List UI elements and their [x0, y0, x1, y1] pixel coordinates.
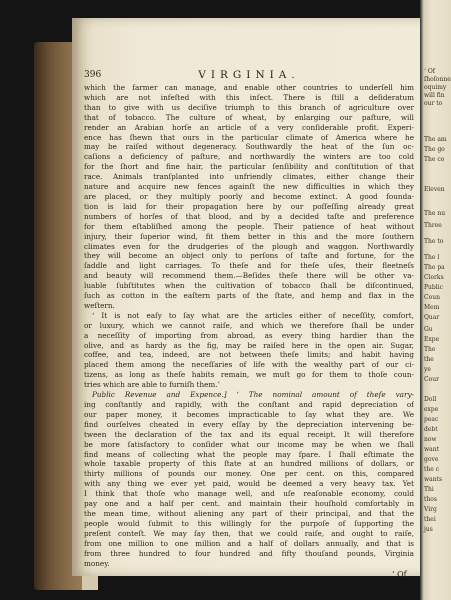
text-line: ing conſtantly and rapidly, with the conſtant and rapid depreciation of: [84, 400, 414, 409]
text-line: olive, and as hardy as the fig, may be raiſed here in the open air. Sugar,: [84, 340, 414, 350]
facing-page-fragment: oquimy: [424, 84, 447, 91]
text-line: tion is laid for their propagation here by our poſſeſſing already great: [84, 201, 414, 211]
facing-page-fragment: The co: [424, 156, 445, 163]
facing-page-fragment: peac: [424, 416, 439, 423]
facing-page-fragment: Mem: [424, 304, 440, 311]
facing-page-fragment: The: [424, 346, 436, 353]
text-line: injury, their ſuperior wind, fit them better in this and the more ſouthern: [84, 231, 414, 241]
text-line: may be raiſed without degeneracy. Southwardly the heat of the ſun oc-: [84, 142, 414, 152]
facing-page-fragment: the: [424, 356, 434, 363]
text-line: be more ſatisfactory to conſider what our income may be when we ſhall: [84, 439, 414, 449]
facing-page-fragment: Eleven: [424, 186, 445, 193]
text-line: coffee, and tea, indeed, are not between theſe limits; and habit having: [84, 350, 414, 360]
text-line: which the farmer can manage, and enable other countries to underſell him: [84, 83, 414, 92]
text-line: thirty millions of pounds our money. One per cent. on this, compared: [84, 469, 414, 479]
facing-page-fragment: Quar: [424, 314, 440, 321]
facing-page-fragment: The pa: [424, 264, 445, 271]
text-line: that of tobacco. The culture of wheat, by enlarging our paſture, will: [84, 112, 414, 122]
facing-page-fragment: wants: [424, 476, 443, 483]
facing-page-fragment: Clerks: [424, 274, 444, 281]
facing-page-fragment: Cour: [424, 376, 439, 383]
catchword: ‘ Of: [392, 570, 407, 579]
text-line: a neceſſity of importing from abroad, as every thing hardier than the: [84, 330, 414, 340]
text-line: tizens, as long as theſe habits remain, we muſt go for them to thoſe coun-: [84, 370, 414, 380]
facing-page-fragment: will fin: [424, 92, 445, 99]
text-line: I think that thoſe who manage well, and uſe reaſonable economy, could: [84, 489, 414, 499]
text-line: from three hundred to four hundred and fifty thouſand pounds, Virginia: [84, 548, 414, 558]
facing-page-fragment: ‘ Of: [424, 68, 435, 75]
facing-page-fragment: want: [424, 446, 439, 453]
facing-page-fragment: The l: [424, 254, 440, 261]
facing-page-fragment: now: [424, 436, 437, 443]
text-line: render an Arabian horſe an article of a very conſiderable profit. Experi-: [84, 122, 414, 132]
text-line: ſuch as cotton in the eaſtern parts of the ſtate, and hemp and flax in the: [84, 291, 414, 301]
running-head: VIRGINIA.: [198, 69, 300, 81]
facing-page-fragment: expe: [424, 406, 439, 413]
text-line: Public Revenue and Expence.] ‘ The nominal amount of theſe vary-: [92, 390, 414, 400]
text-line: whole taxable property of this ſtate at an hundred millions of dollars, or: [84, 459, 414, 469]
facing-page-fragment: jus: [424, 526, 433, 533]
text-line: for the ſhort and fine hair, the particular ſenſibility and conſtitution of that: [84, 162, 414, 172]
text-line: climates even for the drudgeries of the plough and waggon. Northwardly: [84, 241, 414, 251]
page-header: [84, 70, 414, 84]
facing-page-fragment: thos: [424, 496, 437, 503]
text-line: caſions a deficiency of paſture, and northwardly the winters are too cold: [84, 152, 414, 162]
text-line: are placed, or they multiply poorly and become extinct. A good founda-: [84, 191, 414, 201]
text-line: tries which are able to furniſh them.’: [84, 380, 220, 390]
facing-page-fragment: debt: [424, 426, 438, 433]
text-line: ence has ſhewn that ours in the particular climate of America where he: [84, 132, 414, 142]
text-line: they will become an object only to perſons of taſte and fortune, for the: [84, 251, 414, 261]
text-line: our paper money, it becomes impracticable to ſay what they are. We: [84, 409, 414, 419]
facing-page-fragment: Three: [424, 222, 442, 229]
text-line: weſtern.: [84, 300, 115, 310]
text-line: than to give with us deciſive triumph to this branch of agriculture over: [84, 102, 414, 112]
text-line: and beauty will recommend them.—Beſides theſe there will be other va-: [84, 271, 414, 281]
text-line: placed them among the neceſſaries of life with the wealthy part of our ci-: [84, 360, 414, 370]
facing-page: [420, 0, 451, 600]
text-line: money.: [84, 558, 110, 568]
facing-page-fragment: Thi: [424, 486, 434, 493]
text-line: people would ſubmit to this willingly for the purpoſe of ſupporting the: [84, 518, 414, 528]
facing-page-fragment: Expe: [424, 336, 440, 343]
body-text: [84, 83, 414, 568]
text-line: with any thing we ever yet paid, would be deemed a very heavy tax. Yet: [84, 479, 414, 489]
facing-page-fragment: ye: [424, 366, 431, 373]
facing-page-fragment: The to: [424, 238, 444, 245]
facing-page-fragment: our to: [424, 100, 443, 107]
text-line: or luxury, which we cannot raiſe, and which we therefore ſhall be under: [84, 320, 414, 330]
text-line: for them eſtabliſhed among the people. Their patience of heat without: [84, 221, 414, 231]
facing-page-fragment: The am: [424, 136, 447, 143]
text-line: nature and acquire new fences againſt the new difficulties in which they: [84, 182, 414, 192]
facing-page-fragment: Virg: [424, 506, 437, 513]
facing-page-fragment: The go: [424, 146, 445, 153]
text-line: tween the declaration of the tax and its equal receipt. It will therefore: [84, 429, 414, 439]
text-line: preſent conteſt. We may ſay then, that we could raiſe, and ought to raiſe,: [84, 528, 414, 538]
text-line: which are not infeſted with this inſect. There is ſtill a deſideratum: [84, 92, 414, 102]
facing-page-fragment: Coun: [424, 294, 440, 301]
text-line: pay one and a half per cent. and maintain their houſhold comfortably in: [84, 499, 414, 509]
text-line: ſaddle and light carriages. To theſe and for theſe uſes, their fleetneſs: [84, 261, 414, 271]
text-line: ‘ It is not eaſy to ſay what are the articles either of neceſſity, comfort,: [92, 310, 414, 320]
facing-page-fragment: Public: [424, 284, 443, 291]
text-line: from one million to one million and a half of dollars annually, and that is: [84, 538, 414, 548]
text-line: find means of collecting what the people may ſpare. I ſhall eſtimate the: [84, 449, 414, 459]
text-line: the mean time, without aliening any part of their principal, and that the: [84, 508, 414, 518]
text-line: numbers of horſes of that blood, and by a decided taſte and preference: [84, 211, 414, 221]
facing-page-fragment: The nu: [424, 210, 446, 217]
facing-page-fragment: Gu: [424, 326, 433, 333]
facing-page-fragment: gove: [424, 456, 439, 463]
page-number: 396: [84, 70, 102, 80]
text-line: race. Animals tranſplanted into unfriendly climates, either change their: [84, 172, 414, 182]
facing-page-fragment: the c: [424, 466, 440, 473]
text-line: find ourſelves cheated in every eſſay by the depreciation intervening be-: [84, 419, 414, 429]
text-line: luable ſubſtitutes when the cultivation of tobacco ſhall be diſcontinued,: [84, 281, 414, 291]
facing-page-fragment: thei: [424, 516, 436, 523]
facing-page-fragment: ſhoſonne: [424, 76, 451, 83]
facing-page-fragment: Doll: [424, 396, 437, 403]
